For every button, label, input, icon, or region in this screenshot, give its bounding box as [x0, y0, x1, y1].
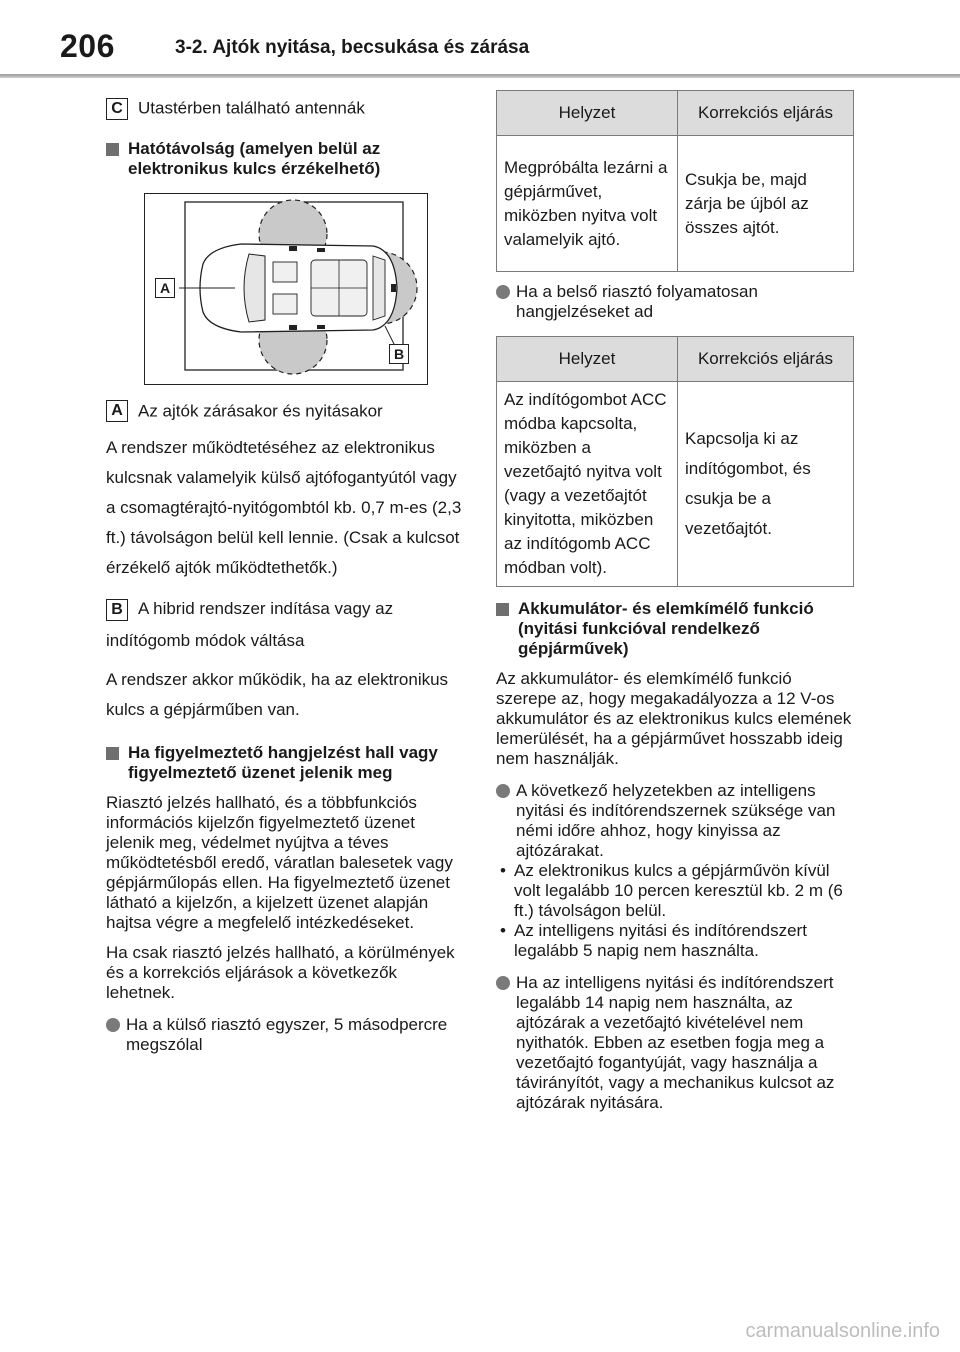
table-row: [497, 382, 854, 587]
dash-item-1: • Az elektronikus kulcs a gépjárművön kívül volt legalább 10 percen keresztül kb. 2 m (6 ft.) távolságon belül.: [500, 861, 843, 920]
square-bullet-icon: [496, 603, 509, 616]
circle-bullet-icon: [496, 976, 510, 990]
label-a-line: [106, 399, 466, 424]
paragraph-range-a: A rendszer működtetéséhez az elektronikus kulcsnak valamelyik külső ajtófogantyútól vagy a csomagtérajtó-nyitógombtól kb. 0,7 m-es (2,3 ft.) távolságon belül kell lennie. (Csak a kulcsot érzékelő ajtók működtethetők.): [106, 438, 462, 578]
label-b-line: [106, 593, 466, 657]
paragraph-alarm-1: Riasztó jelzés hallható, és a többfunkciós információs kijelzőn figyelmeztető üzenet jelenik meg, védelmet nyújtva a téves működtetésből eredő, váratlan balesetek vagy gépjárműlopás ellen. Ha figyelmeztető üzenet látható a kijelzőn, a kijelzett üzenet alapján hajtsa végre a megfelelő intézkedéseket.: [106, 793, 453, 933]
table-header-cell: Korrekciós eljárás: [678, 91, 854, 136]
heading-battery: Akkumulátor- és elemkímélő funkció (nyitási funkcióval rendelkező gépjárművek): [496, 599, 854, 659]
table-cell: Megpróbálta lezárni a gépjárművet, miközben nyitva volt valamelyik ajtó.: [497, 136, 678, 272]
label-c-text: Utastérben található antennák: [138, 98, 365, 118]
table-header-cell: Helyzet: [497, 91, 678, 136]
left-column: [106, 96, 466, 1055]
table-cell: Kapcsolja ki az indítógombot, és csukja be a vezetőajtót.: [678, 382, 854, 587]
bullet-outer-alarm: Ha a külső riasztó egyszer, 5 másodpercre megszólal: [106, 1015, 466, 1055]
watermark: carmanualsonline.info: [745, 1320, 940, 1342]
car-range-figure: [144, 193, 428, 385]
table-header-cell: Korrekciós eljárás: [678, 337, 854, 382]
label-b-tag: B: [106, 599, 128, 621]
paragraph-range-b: A rendszer akkor működik, ha az elektronikus kulcs a gépjárműben van.: [106, 670, 449, 720]
label-a-text: Az ajtók zárásakor és nyitásakor: [138, 401, 383, 421]
bullet-14-days: Ha az intelligens nyitási és indítórendszert legalább 14 napig nem használta, az ajtózárak a vezetőajtó kivételével nem nyithatók. Ebben az esetben fogja meg a vezetőajtó fogantyúját, vagy használja a távirányítót, vagy a mechanikus kulcsot az ajtózárak nyitására.: [496, 973, 854, 1113]
circle-bullet-icon: [496, 784, 510, 798]
label-c-line: [106, 96, 466, 121]
heading-alarm: Ha figyelmeztető hangjelzést hall vagy figyelmeztető üzenet jelenik meg: [106, 743, 466, 783]
header-divider: [0, 74, 960, 78]
paragraph-alarm-2: Ha csak riasztó jelzés hallható, a körülmények és a korrekciós eljárások a következők lehetnek.: [106, 943, 455, 1003]
dash-item-2: • Az intelligens nyitási és indítórendszert legalább 5 napig nem használta.: [500, 921, 807, 960]
label-b-text: A hibrid rendszer indítása vagy az indítógomb módok váltása: [106, 599, 394, 651]
heading-range: Hatótávolság (amelyen belül az elektronikus kulcs érzékelhető): [106, 139, 466, 179]
square-bullet-icon: [106, 143, 119, 156]
bullet-time: A következő helyzetekben az intelligens nyitási és indítórendszernek szüksége van némi időre ahhoz, hogy kinyissa az ajtózárakat.: [496, 781, 854, 861]
right-column: [496, 90, 854, 1113]
label-c-tag: C: [106, 98, 128, 120]
figure-tag-b: B: [389, 344, 409, 364]
table-row: [497, 136, 854, 272]
table-inner-alarm: [496, 336, 854, 587]
paragraph-battery: Az akkumulátor- és elemkímélő funkció szerepe az, hogy megakadályozza a 12 V-os akkumulátor és az elektronikus kulcs elemének lemerülését, ha a gépjárművet hosszabb ideig nem használják.: [496, 669, 852, 768]
table-cell: Csukja be, majd zárja be újból az összes ajtót.: [678, 136, 854, 272]
square-bullet-icon: [106, 747, 119, 760]
circle-bullet-icon: [496, 285, 510, 299]
page-number: 206: [60, 28, 115, 64]
page-header: [0, 0, 960, 80]
table-header-row: [497, 91, 854, 136]
label-a-tag: A: [106, 400, 128, 422]
table-header-row: [497, 337, 854, 382]
table-header-cell: Helyzet: [497, 337, 678, 382]
section-title: 3-2. Ajtók nyitása, becsukása és zárása: [175, 37, 530, 58]
circle-bullet-icon: [106, 1018, 120, 1032]
figure-tag-a: A: [155, 278, 175, 298]
table-cell: Az indítógombot ACC módba kapcsolta, miközben a vezetőajtó nyitva volt (vagy a vezetőajtót kinyitotta, miközben az indítógomb ACC módban volt).: [497, 382, 678, 587]
car-range-diagram: [145, 194, 427, 384]
bullet-inner-alarm: Ha a belső riasztó folyamatosan hangjelzéseket ad: [496, 282, 854, 322]
table-outer-alarm: [496, 90, 854, 272]
